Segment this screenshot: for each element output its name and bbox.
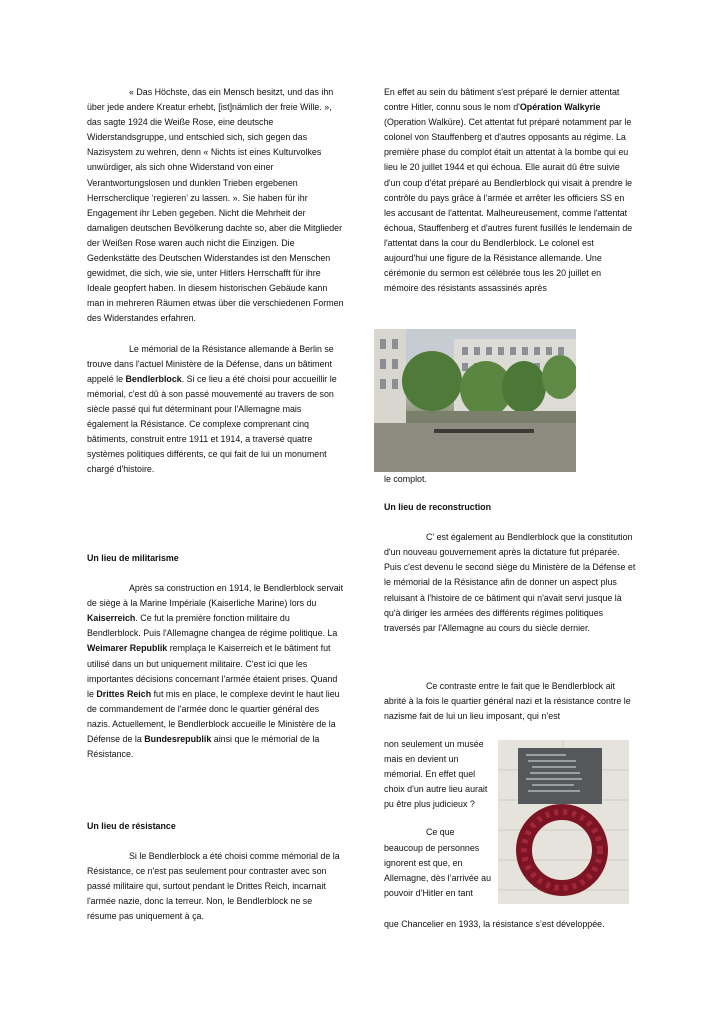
left-column-militarisme <box>87 551 344 762</box>
paragraph-complot-end: le complot. <box>384 474 427 484</box>
paragraph-militarisme: Après sa construction en 1914, le Bendlerblock servait de siège à la Marine Impériale (Kaiserliche Marine) lors du Kaiserreich. Ce fut la première fonction militaire du Bendlerblock. Puis l'Allemagne changea de régime politique. La Weimarer Republik remplaça le Kaiserreich et le bâtiment fut utilisé dans un but uniquement militaire. C'est ici que les importantes décisions concernant l'armée étaient prises. Quand le Drittes Reich fut mis en place, le complexe devint le haut lieu de commandement de l'armée donc le quartier général des nazis. Actuellement, le Bendlerblock accueille le Ministère de la Défense de la Bundesrepublik ainsi que le mémorial de la Résistance. <box>87 583 344 760</box>
paragraph-memorial-intro: Le mémorial de la Résistance allemande à Berlin se trouve dans l'actuel Ministère de la Défense, dans un bâtiment appelé le Bendlerblock. Si ce lieu a été choisi pour accueillir le mémorial, c'est dû à son passé mouvementé au travers de son siècle passé qui fut déterminant pour l'Allemagne mais également la Résistance. Ce complexe comprenant cinq bâtiments, construit entre 1911 et 1914, a traversé quatre systèmes politiques différents, ce qui fait de lui un monument chargé d'histoire. <box>87 343 337 475</box>
heading-resistance: Un lieu de résistance <box>87 821 176 831</box>
left-column <box>87 85 344 477</box>
paragraph-walkyrie: En effet au sein du bâtiment s'est préparé le dernier attentat contre Hitler, connu sous le nom d'Opération Walkyrie (Operation Walküre). Cet attentat fut préparé notamment par le colonel von Stauffenberg et d'autres opposants au régime. La première phase du complot était un attentat à la bombe qui eu lieu le 20 juillet 1944 et qui échoua. Elle aurait dû être suivie d'un coup d'état préparé au Bendlerblock qui visait à prendre le contrôle du pays grâce à l'armée et arrêter les officiers SS en les accusant de l'attentat. Malheureusement, comme l'attentat échoua, Stauffenberg et d'autres furent fusillés le lendemain de l'attentat dans la cour du Bendlerblock. Le colonel est aujourd'hui une figure de la Résistance allemande. Une cérémonie du sermon est célébrée tous les 20 juillet en mémoire des résistants assassinés après <box>384 87 633 294</box>
bendlerblock-courtyard-photo <box>374 329 576 472</box>
paragraph-memorial-choice: non seulement un musée mais en devient un mémorial. En effet quel choix d'un autre lieu aurait pu être plus judicieux ? <box>384 739 488 810</box>
narrow-text-block <box>384 737 496 901</box>
paragraph-resistance: Si le Bendlerblock a été choisi comme mémorial de la Résistance, ce n'est pas seulement pour contraster avec son passé militaire qui, surtout pendant le Drittes Reich, incarnait l'armée nazie, donc la terreur. Non, le Bendlerblock ne se résume pas uniquement à ça. <box>87 851 340 922</box>
right-column-middle <box>384 472 638 724</box>
plaque-illustration <box>498 740 629 904</box>
courtyard-illustration <box>374 329 576 472</box>
right-column-top <box>384 85 638 296</box>
paragraph-chancelier: que Chancelier en 1933, la résistance s’est développée. <box>384 919 605 929</box>
heading-militarisme: Un lieu de militarisme <box>87 553 179 563</box>
last-line <box>384 917 644 932</box>
paragraph-reconstruction: C' est également au Bendlerblock que la constitution d'un nouveau gouvernement après la dictature fut préparée. Puis c'est devenu le second siège du Ministère de la Défense et le mémorial de la Résistance afin de donner un aspect plus reluisant à l'histoire de ce bâtiment qui n'avait servi jusque là qu'à diriger les armées des différents régimes politiques traversés par l'Allemagne au cours du siècle dernier. <box>384 532 636 633</box>
heading-reconstruction: Un lieu de reconstruction <box>384 502 492 513</box>
paragraph-weisse-rose: « Das Höchste, das ein Mensch besitzt, und das ihn über jede andere Kreatur erhebt, [ist]nämlich der freie Wille. », das sagte 1924 die Weiße Rose, eine deutsche Widerstandsgruppe, und entschied sich, sich gegen das Nazisystem zu wehren, denn « Nichts ist eines Kulturvolkes unwürdiger, als sich ohne Widerstand von einer Verantwortungslosen und dunklen Trieben ergebenen Herrscherclique ‘regieren’ zu lassen. ». Sie haben für ihr Engagement ihr Leben gegeben. Nicht die Mehrheit der damaligen deutschen Bevölkerung dachte so, aber die Mitglieder der Weißen Rose waren auch nicht die Einzigen. Die Gedenkstätte des Deutschen Widerstandes ist den Menschen gewidmet, die sich, wie sie, unter Hitlers Herrschafft für ihre Ideale geopfert haben. In diesem historischen Gebäude kann man in mehreren Räumen etwas über die verschiedenen Formen des Widerstandes erfahren. <box>87 87 344 324</box>
left-column-resistance <box>87 819 344 925</box>
paragraph-contraste: Ce contraste entre le fait que le Bendlerblock ait abrité à la fois le quartier général nazi et la résistance contre le nazisme fait de lui un lieu imposant, qui n’est <box>384 680 631 722</box>
memorial-plaque-wreath-photo <box>498 740 629 904</box>
paragraph-resistance-development: Ce que beaucoup de personnes ignorent est que, en Allemagne, dès l’arrivée au pouvoir d’Hitler en tant <box>384 827 492 898</box>
